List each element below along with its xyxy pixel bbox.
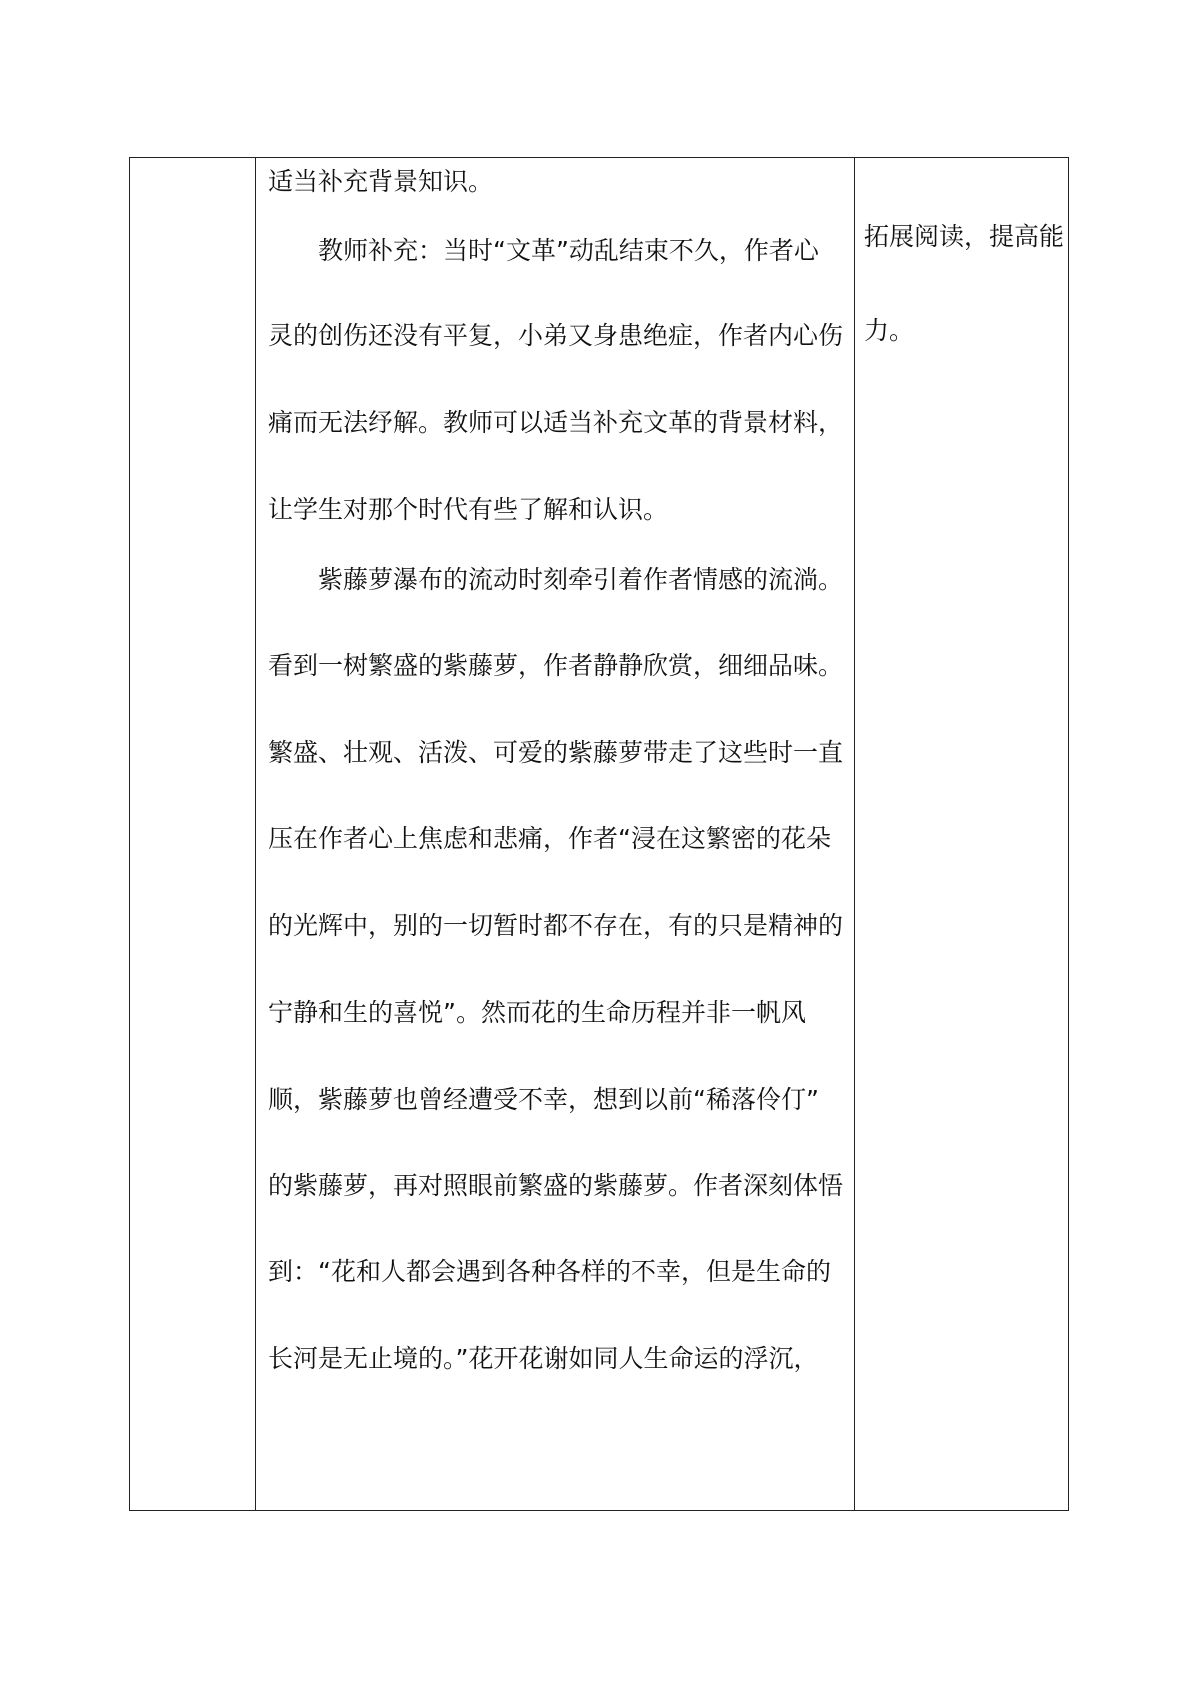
text-line: 的光辉中，别的一切暂时都不存在，有的只是精神的 [268,911,844,940]
text-line: 繁盛、壮观、活泼、可爱的紫藤萝带走了这些时一直 [268,738,844,767]
text-line: 顺，紫藤萝也曾经遭受不幸，想到以前“稀落伶仃” [268,1085,819,1114]
text-line: 到：“花和人都会遇到各种各样的不幸，但是生命的 [268,1257,831,1286]
text-line: 教师补充：当时“文革”动乱结束不久，作者心 [318,236,819,265]
text-line: 的紫藤萝，再对照眼前繁盛的紫藤萝。作者深刻体悟 [268,1171,844,1200]
text-line: 灵的创伤还没有平复，小弟又身患绝症，作者内心伤 [268,321,844,350]
text-line: 拓展阅读，提高能 [864,222,1065,251]
text-line: 看到一树繁盛的紫藤萝，作者静静欣赏，细细品味。 [268,651,844,680]
text-line: 适当补充背景知识。 [268,167,494,196]
text-line: 让学生对那个时代有些了解和认识。 [268,495,669,524]
text-line: 压在作者心上焦虑和悲痛，作者“浸在这繁密的花朵 [268,824,831,853]
text-line: 宁静和生的喜悦”。然而花的生命历程并非一帆风 [268,998,806,1027]
column-divider-2 [854,158,855,1510]
text-line: 痛而无法纾解。教师可以适当补充文革的背景材料， [268,408,844,437]
text-line: 长河是无止境的。”花开花谢如同人生命运的浮沉， [268,1344,819,1373]
lesson-plan-table [129,157,1069,1511]
column-divider-1 [255,158,256,1510]
text-line: 紫藤萝瀑布的流动时刻牵引着作者情感的流淌。 [318,565,844,594]
text-line: 力。 [864,316,915,345]
